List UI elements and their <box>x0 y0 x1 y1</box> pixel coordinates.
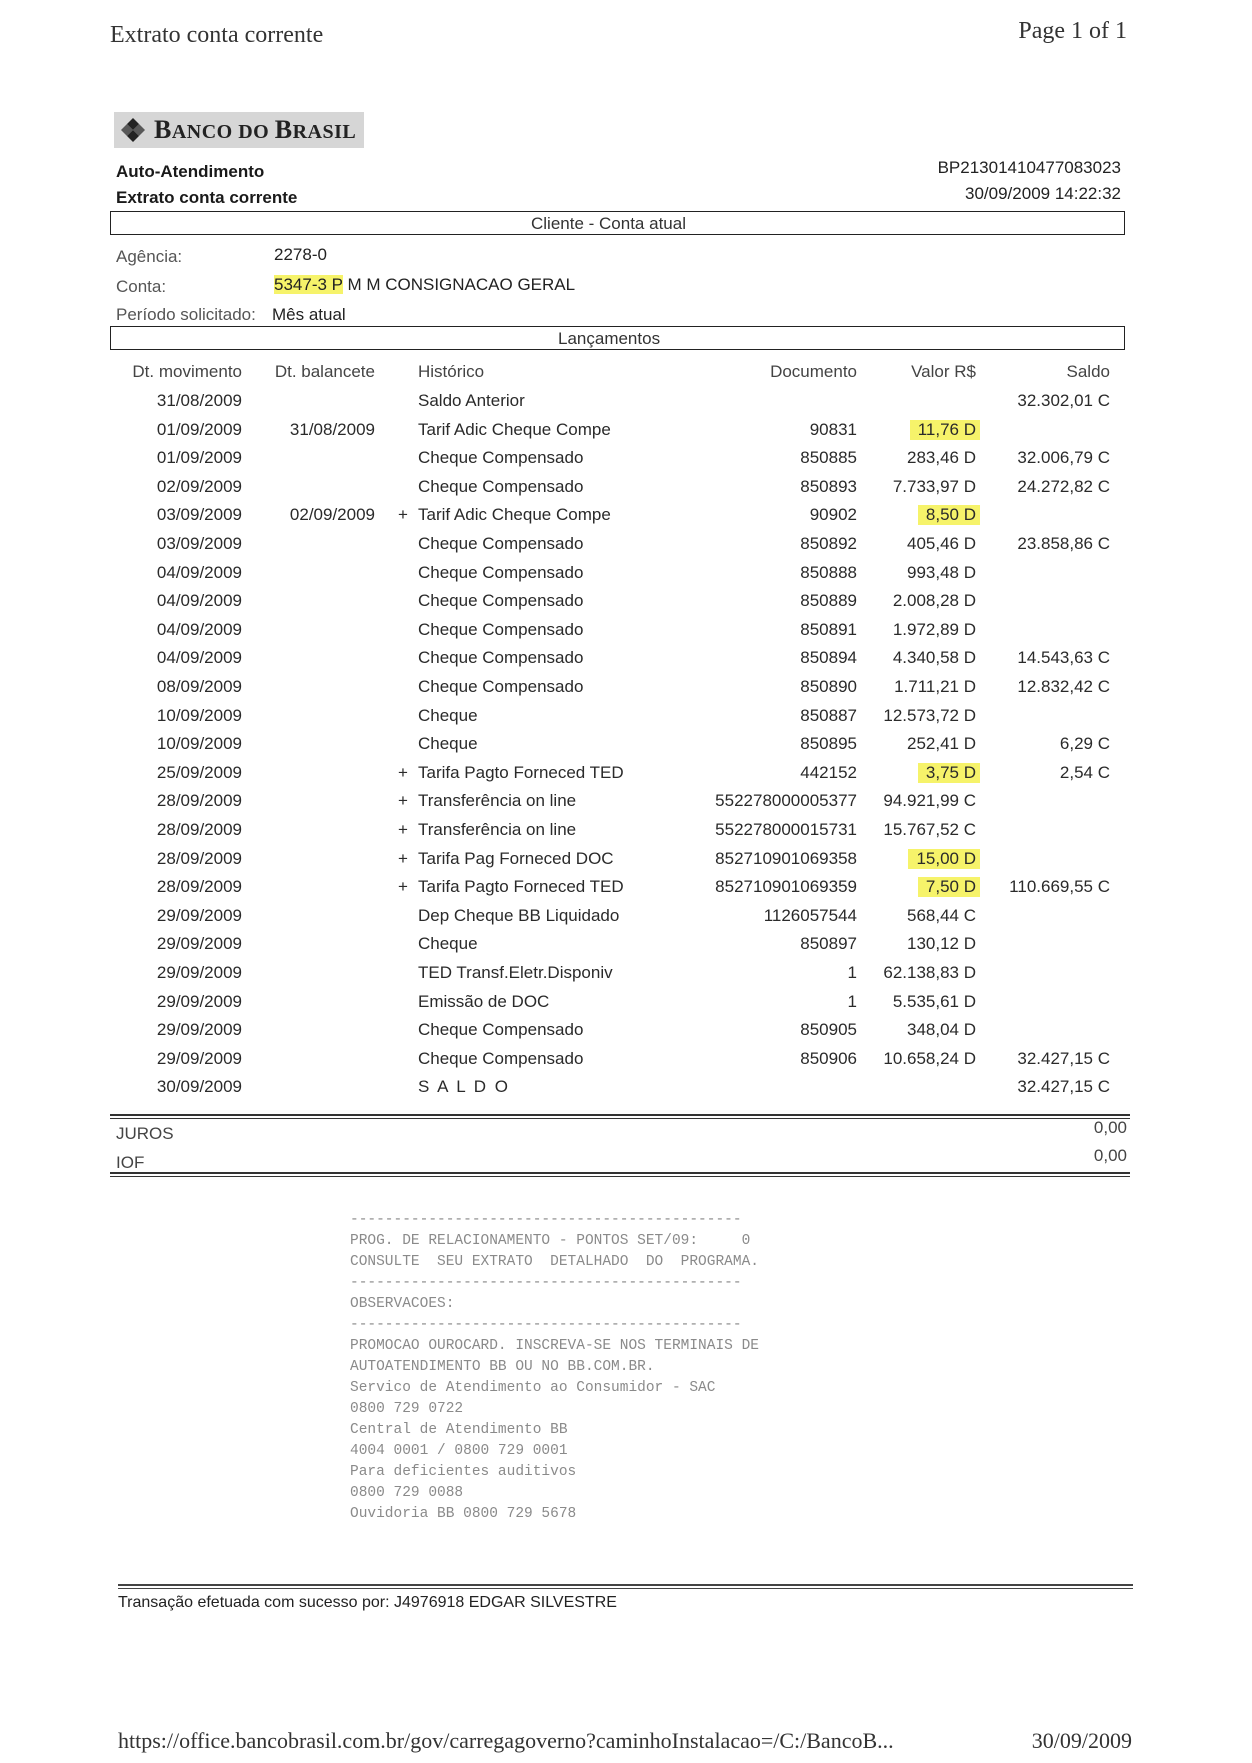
periodo-label: Período solicitado: <box>116 305 256 324</box>
cell-historico: Cheque Compensado <box>418 591 584 611</box>
footer-rule <box>118 1584 1133 1586</box>
cell-dt-movimento: 10/09/2009 <box>156 734 242 754</box>
cell-plus-marker: + <box>398 505 408 525</box>
observation-line: 0800 729 0088 <box>350 1485 464 1501</box>
cell-dt-movimento: 01/09/2009 <box>156 419 242 439</box>
col-valor: Valor R$ <box>911 362 976 381</box>
cell-valor: 252,41 D <box>907 734 976 754</box>
conta-value <box>274 275 575 295</box>
observation-line: PROMOCAO OUROCARD. INSCREVA-SE NOS TERMINAIS DE <box>350 1338 759 1354</box>
cell-saldo: 23.858,86 C <box>1017 534 1110 553</box>
cell-saldo: 32.302,01 C <box>1017 391 1110 410</box>
cell-dt-movimento: 28/09/2009 <box>156 820 242 839</box>
cell-valor: 1.972,89 D <box>892 619 976 639</box>
cell-dt-movimento: 04/09/2009 <box>156 619 242 639</box>
table-row <box>0 877 1252 905</box>
table-row <box>0 1020 1252 1048</box>
cell-documento: 850885 <box>800 448 857 468</box>
cell-valor: 7.733,97 D <box>892 476 976 496</box>
cell-plus-marker: + <box>398 877 408 897</box>
cell-saldo: 2,54 C <box>1059 762 1110 782</box>
cell-historico: Cheque Compensado <box>418 476 584 496</box>
juros-value: 0,00 <box>1093 1118 1127 1137</box>
table-row <box>0 677 1252 705</box>
cell-historico: Cheque Compensado <box>418 677 584 696</box>
cell-valor: 94.921,99 C <box>883 791 976 811</box>
cell-valor: 283,46 D <box>907 448 976 468</box>
cell-dt-movimento: 25/09/2009 <box>156 762 242 782</box>
table-row <box>0 477 1252 505</box>
cell-valor: 130,12 D <box>907 934 976 954</box>
cell-dt-movimento: 04/09/2009 <box>156 648 242 668</box>
table-header <box>0 362 1252 390</box>
cell-dt-movimento: 30/09/2009 <box>156 1077 242 1097</box>
cell-dt-movimento: 08/09/2009 <box>156 677 242 696</box>
bank-name: BANCO DO BRASIL <box>154 115 357 144</box>
cell-valor: 568,44 C <box>907 905 976 925</box>
table-row <box>0 734 1252 762</box>
cell-historico: Cheque Compensado <box>418 648 584 668</box>
page-url: https://office.bancobrasil.com.br/gov/carregagoverno?caminhoInstalacao=/C:/BancoB... <box>118 1728 894 1753</box>
cell-valor: 993,48 D <box>907 562 976 582</box>
cell-documento: 850892 <box>800 534 857 553</box>
client-section-header <box>110 211 1125 235</box>
juros-label: JUROS <box>116 1124 174 1143</box>
cell-documento: 850888 <box>800 562 857 582</box>
cell-historico: TED Transf.Eletr.Disponiv <box>418 963 613 982</box>
cell-documento: 850893 <box>800 476 857 496</box>
cell-historico: Emissão de DOC <box>418 991 550 1011</box>
cell-historico: Tarifa Pagto Forneced TED <box>418 762 624 782</box>
cell-dt-movimento: 31/08/2009 <box>156 391 242 410</box>
cell-historico: Tarif Adic Cheque Compe <box>418 505 611 525</box>
observation-line: PROG. DE RELACIONAMENTO - PONTOS SET/09: 0 <box>350 1233 751 1249</box>
cell-valor: 5.535,61 D <box>892 991 976 1011</box>
cell-historico: Cheque <box>418 934 478 954</box>
cell-valor: 12.573,72 D <box>883 705 976 725</box>
cell-valor: 348,04 D <box>907 1020 976 1040</box>
table-row <box>0 648 1252 676</box>
cell-dt-movimento: 02/09/2009 <box>156 476 242 496</box>
cell-saldo: 24.272,82 C <box>1017 476 1110 496</box>
totals-bottom-rule-thin <box>110 1176 1130 1177</box>
issue-datetime: 30/09/2009 14:22:32 <box>965 184 1121 203</box>
cell-valor: 15,00 D <box>908 849 980 869</box>
cell-historico: Cheque <box>418 734 478 754</box>
cell-historico: Cheque Compensado <box>418 448 584 468</box>
observation-line: Para deficientes auditivos <box>350 1464 577 1480</box>
table-row <box>0 963 1252 991</box>
cell-historico: Saldo Anterior <box>418 391 525 410</box>
cell-valor: 15.767,52 C <box>883 820 976 839</box>
table-row <box>0 391 1252 419</box>
table-row <box>0 420 1252 448</box>
cell-documento: 90902 <box>809 505 857 525</box>
observation-line: CONSULTE SEU EXTRATO DETALHADO DO PROGRAMA. <box>350 1254 759 1270</box>
observations-block <box>350 1210 759 1525</box>
totals-top-rule <box>110 1114 1130 1116</box>
cell-historico: Tarifa Pag Forneced DOC <box>418 848 614 868</box>
agencia-label: Agência: <box>116 247 183 266</box>
page-number: Page 1 of 1 <box>1018 18 1127 44</box>
cell-documento: 850890 <box>800 677 857 696</box>
table-row <box>0 791 1252 819</box>
cell-dt-balancete: 31/08/2009 <box>289 419 375 439</box>
cell-saldo: 6,29 C <box>1059 734 1110 754</box>
observation-line: Servico de Atendimento ao Consumidor - SAC <box>350 1380 716 1396</box>
cell-historico: Tarifa Pagto Forneced TED <box>418 877 624 897</box>
table-row <box>0 448 1252 476</box>
cell-documento: 850891 <box>800 619 857 639</box>
footer-rule-thin <box>118 1588 1133 1589</box>
cell-dt-movimento: 03/09/2009 <box>156 534 242 553</box>
observation-line: Central de Atendimento BB <box>350 1422 568 1438</box>
cell-historico: Transferência on line <box>418 791 577 811</box>
cell-saldo: 32.427,15 C <box>1017 1077 1110 1097</box>
cell-valor: 62.138,83 D <box>883 963 976 982</box>
conta-label: Conta: <box>116 277 167 296</box>
cell-documento: 850889 <box>800 591 857 611</box>
cell-historico: Tarif Adic Cheque Compe <box>418 419 611 439</box>
cell-documento: 552278000015731 <box>715 820 857 839</box>
cell-dt-movimento: 28/09/2009 <box>156 791 242 811</box>
cell-valor: 405,46 D <box>907 534 976 553</box>
protocol-number: BP21301410477083023 <box>937 158 1121 177</box>
bb-logo-icon <box>120 117 146 143</box>
print-title: Extrato conta corrente <box>110 22 324 48</box>
cell-documento: 850897 <box>800 934 857 954</box>
totals-top-rule-thin <box>110 1118 1130 1119</box>
observation-divider: --------------------------------------------- <box>350 1317 742 1333</box>
cell-dt-movimento: 29/09/2009 <box>156 963 242 982</box>
cell-documento: 1 <box>847 963 857 982</box>
document-type: Extrato conta corrente <box>116 188 298 207</box>
agencia-value: 2278-0 <box>274 245 327 264</box>
table-row <box>0 763 1252 791</box>
cell-historico: Cheque Compensado <box>418 534 584 553</box>
cell-dt-movimento: 28/09/2009 <box>156 877 242 897</box>
table-row <box>0 591 1252 619</box>
cell-documento: 850905 <box>800 1020 857 1040</box>
cell-documento: 552278000005377 <box>715 791 857 811</box>
table-row <box>0 706 1252 734</box>
periodo-value: Mês atual <box>272 305 346 324</box>
cell-saldo: 14.543,63 C <box>1017 648 1110 668</box>
cell-valor: 8,50 D <box>918 505 980 525</box>
cell-documento: 90831 <box>809 419 857 439</box>
table-row <box>0 849 1252 877</box>
totals-bottom-rule <box>110 1172 1130 1174</box>
cell-dt-movimento: 29/09/2009 <box>156 905 242 925</box>
conta-holder-name: M M CONSIGNACAO GERAL <box>347 275 576 294</box>
col-saldo: Saldo <box>1066 362 1110 381</box>
cell-documento: 442152 <box>800 762 857 782</box>
col-documento: Documento <box>770 362 857 381</box>
cell-historico: Transferência on line <box>418 820 577 839</box>
cell-dt-movimento: 04/09/2009 <box>156 562 242 582</box>
table-row <box>0 1077 1252 1105</box>
col-dt-movimento: Dt. movimento <box>132 362 242 381</box>
cell-documento: 850894 <box>800 648 857 668</box>
cell-documento: 1 <box>847 991 857 1011</box>
table-row <box>0 620 1252 648</box>
table-row <box>0 934 1252 962</box>
cell-dt-movimento: 29/09/2009 <box>156 991 242 1011</box>
cell-dt-movimento: 04/09/2009 <box>156 591 242 611</box>
col-dt-balancete: Dt. balancete <box>274 362 375 381</box>
cell-dt-movimento: 10/09/2009 <box>156 705 242 725</box>
bank-logo <box>114 112 364 148</box>
print-date: 30/09/2009 <box>1031 1728 1132 1753</box>
cell-valor: 1.711,21 D <box>894 677 976 696</box>
service-name: Auto-Atendimento <box>116 162 265 181</box>
table-row <box>0 505 1252 533</box>
cell-valor: 11,76 D <box>910 420 980 440</box>
cell-documento: 850895 <box>800 734 857 754</box>
cell-historico: Cheque Compensado <box>418 619 584 639</box>
observation-line: 4004 0001 / 0800 729 0001 <box>350 1443 568 1459</box>
cell-dt-movimento: 29/09/2009 <box>156 1048 242 1068</box>
cell-documento: 850906 <box>800 1048 857 1068</box>
cell-dt-movimento: 03/09/2009 <box>156 505 242 525</box>
client-section-title: Cliente - Conta atual <box>531 214 686 233</box>
observation-line: OBSERVACOES: <box>350 1296 455 1312</box>
iof-value: 0,00 <box>1093 1146 1127 1165</box>
cell-plus-marker: + <box>398 762 408 782</box>
cell-documento: 1126057544 <box>763 905 857 925</box>
cell-dt-balancete: 02/09/2009 <box>289 505 375 525</box>
cell-plus-marker: + <box>398 848 408 868</box>
table-row <box>0 563 1252 591</box>
cell-saldo: 12.832,42 C <box>1017 677 1110 696</box>
col-historico: Histórico <box>418 362 485 381</box>
observation-line: 0800 729 0722 <box>350 1401 464 1417</box>
cell-dt-movimento: 01/09/2009 <box>156 448 242 468</box>
cell-documento: 852710901069359 <box>715 877 857 897</box>
cell-valor: 2.008,28 D <box>892 591 976 611</box>
lancamentos-section-header <box>110 326 1125 350</box>
cell-valor: 3,75 D <box>918 763 980 783</box>
conta-number: 5347-3 P <box>274 275 343 294</box>
cell-valor: 4.340,58 D <box>892 648 976 668</box>
cell-dt-movimento: 29/09/2009 <box>156 934 242 954</box>
cell-historico: Cheque Compensado <box>418 1020 584 1040</box>
transaction-confirmation: Transação efetuada com sucesso por: J4976918 EDGAR SILVESTRE <box>118 1594 617 1611</box>
cell-historico: Cheque <box>418 705 478 725</box>
cell-historico: Cheque Compensado <box>418 562 584 582</box>
cell-dt-movimento: 29/09/2009 <box>156 1020 242 1040</box>
cell-plus-marker: + <box>398 820 408 839</box>
cell-historico: Dep Cheque BB Liquidado <box>418 905 620 925</box>
table-row <box>0 906 1252 934</box>
cell-valor: 7,50 D <box>918 877 980 897</box>
observation-divider: --------------------------------------------- <box>350 1212 742 1228</box>
table-row <box>0 1049 1252 1077</box>
iof-label: IOF <box>116 1153 145 1172</box>
observation-divider: --------------------------------------------- <box>350 1275 742 1291</box>
cell-documento: 850887 <box>800 705 857 725</box>
cell-saldo: 110.669,55 C <box>1009 877 1110 897</box>
cell-saldo: 32.006,79 C <box>1017 448 1110 468</box>
cell-historico: Cheque Compensado <box>418 1048 584 1068</box>
cell-dt-movimento: 28/09/2009 <box>156 848 242 868</box>
cell-historico: S A L D O <box>418 1077 511 1097</box>
cell-documento: 852710901069358 <box>715 848 857 868</box>
cell-valor: 10.658,24 D <box>883 1048 976 1068</box>
observation-line: AUTOATENDIMENTO BB OU NO BB.COM.BR. <box>350 1359 655 1375</box>
lancamentos-title: Lançamentos <box>558 329 661 348</box>
table-row <box>0 992 1252 1020</box>
table-row <box>0 820 1252 848</box>
cell-plus-marker: + <box>398 791 408 811</box>
observation-line: Ouvidoria BB 0800 729 5678 <box>350 1506 577 1522</box>
table-row <box>0 534 1252 562</box>
cell-saldo: 32.427,15 C <box>1017 1048 1110 1068</box>
